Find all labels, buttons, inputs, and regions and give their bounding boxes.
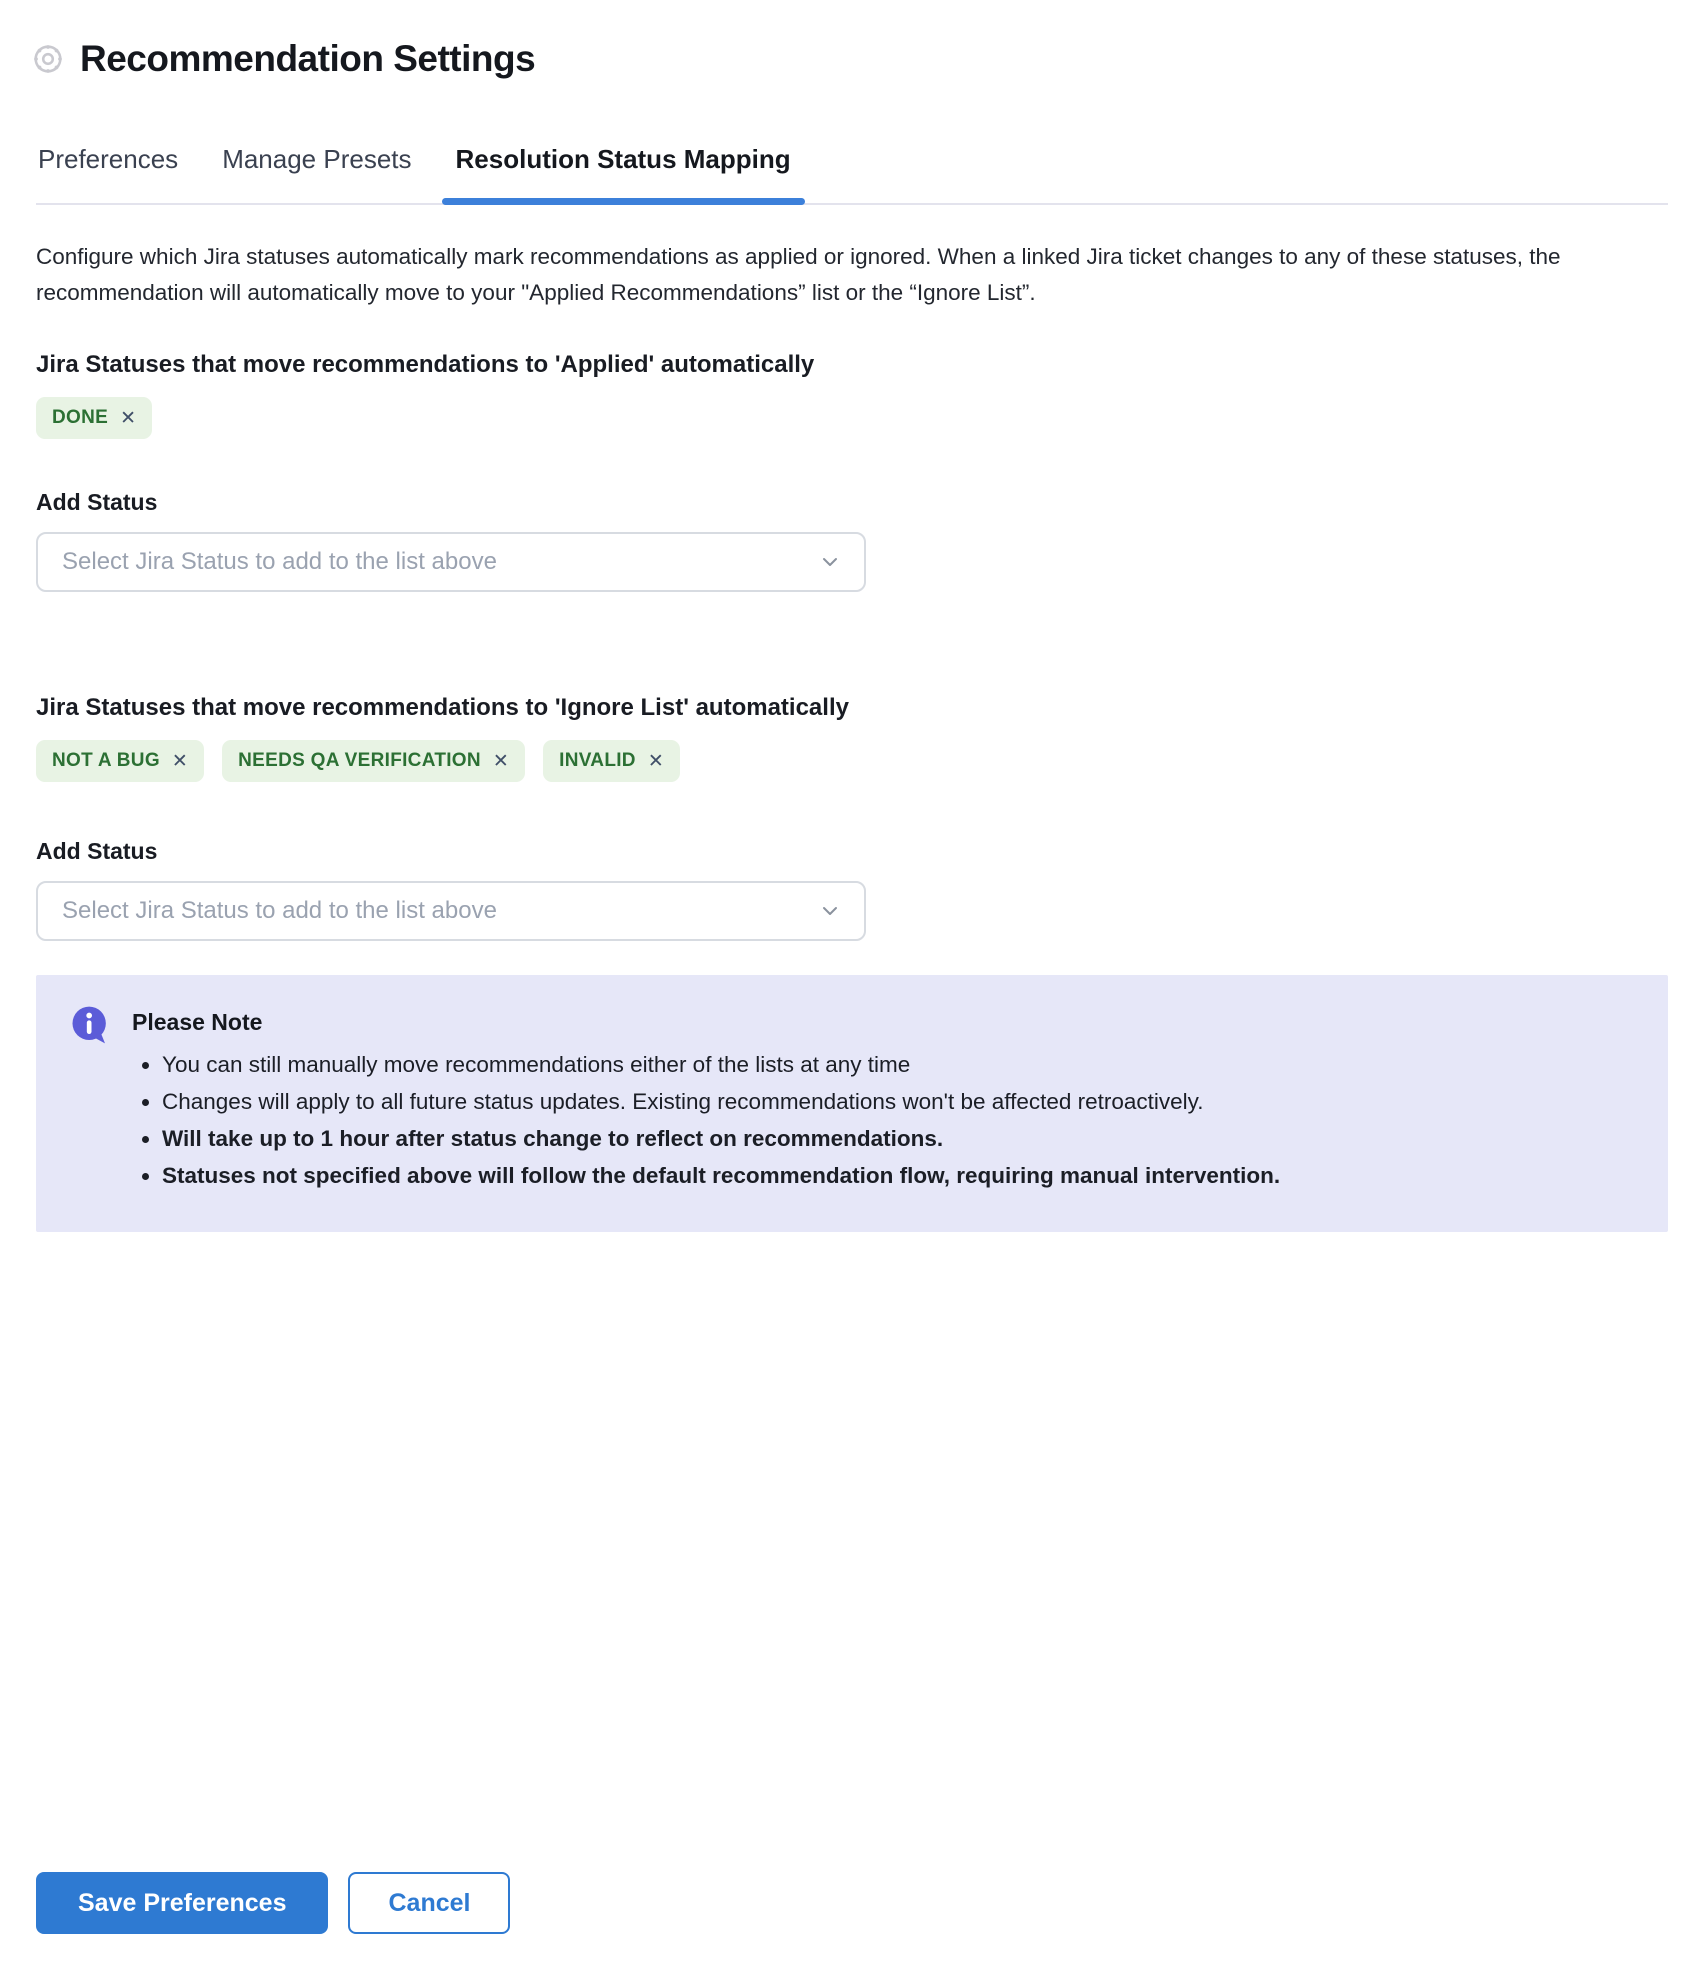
page-title: Recommendation Settings	[80, 38, 536, 79]
note-heading: Please Note	[132, 1009, 263, 1035]
ignore-tag-row	[36, 740, 1668, 782]
status-tag-done	[36, 397, 152, 439]
remove-tag-icon[interactable]: ✕	[171, 750, 189, 772]
remove-tag-icon[interactable]: ✕	[647, 750, 665, 772]
status-tag-not-a-bug	[36, 740, 204, 782]
applied-status-select-placeholder: Select Jira Status to add to the list above	[62, 548, 497, 575]
chevron-down-icon	[818, 550, 842, 574]
tab-preferences[interactable]: Preferences	[38, 144, 179, 174]
remove-tag-icon[interactable]: ✕	[120, 407, 137, 429]
tab-resolution-status-mapping[interactable]: Resolution Status Mapping	[454, 120, 793, 203]
info-bubble-icon	[70, 1005, 110, 1045]
note-bullet: • Statuses not specified above will follow the default recommendation flow, requiring manual intervention.	[162, 1157, 1280, 1194]
applied-status-select[interactable]	[36, 532, 866, 592]
applied-section-heading: Jira Statuses that move recommendations to 'Applied' automatically	[36, 351, 815, 378]
note-bullet: • You can still manually move recommendations either of the lists at any time	[162, 1046, 1280, 1083]
ignore-status-select[interactable]	[36, 881, 866, 941]
status-tag-invalid	[543, 740, 680, 782]
description-text: Configure which Jira statuses automatically mark recommendations as applied or ignored. When a linked Jira ticket changes to any of these statuses, the recommendation will automatically move to your "Applied Recommendations” list or the “Ignore List”.	[36, 244, 1561, 305]
applied-tag-row	[36, 397, 1668, 439]
save-preferences-button[interactable]: Save Preferences	[36, 1872, 328, 1934]
status-tag-label: INVALID	[559, 750, 636, 771]
note-content	[132, 1003, 1280, 1194]
status-tag-label: NOT A BUG	[52, 750, 160, 771]
status-tag-label: DONE	[52, 407, 109, 428]
status-tag-label: NEEDS QA VERIFICATION	[238, 750, 481, 771]
footer-actions	[36, 1872, 510, 1934]
ignore-add-status-label: Add Status	[36, 838, 158, 864]
cancel-button[interactable]: Cancel	[348, 1872, 510, 1934]
note-bullet: • Changes will apply to all future status updates. Existing recommendations won't be affected retroactively.	[162, 1083, 1280, 1120]
note-bullet-list	[162, 1046, 1280, 1194]
status-tag-needs-qa-verification	[222, 740, 525, 782]
ignore-status-select-placeholder: Select Jira Status to add to the list above	[62, 897, 497, 924]
tab-bar	[36, 120, 1668, 205]
gear-icon	[30, 41, 66, 77]
ignore-section-heading: Jira Statuses that move recommendations to 'Ignore List' automatically	[36, 694, 849, 721]
chevron-down-icon	[818, 899, 842, 923]
tab-manage-presets[interactable]: Manage Presets	[222, 144, 412, 174]
applied-add-status-label: Add Status	[36, 489, 158, 515]
tab-content	[0, 239, 1704, 941]
remove-tag-icon[interactable]: ✕	[492, 750, 510, 772]
page-header	[0, 0, 1704, 80]
please-note-box	[36, 975, 1668, 1232]
note-bullet: • Will take up to 1 hour after status change to reflect on recommendations.	[162, 1120, 1280, 1157]
